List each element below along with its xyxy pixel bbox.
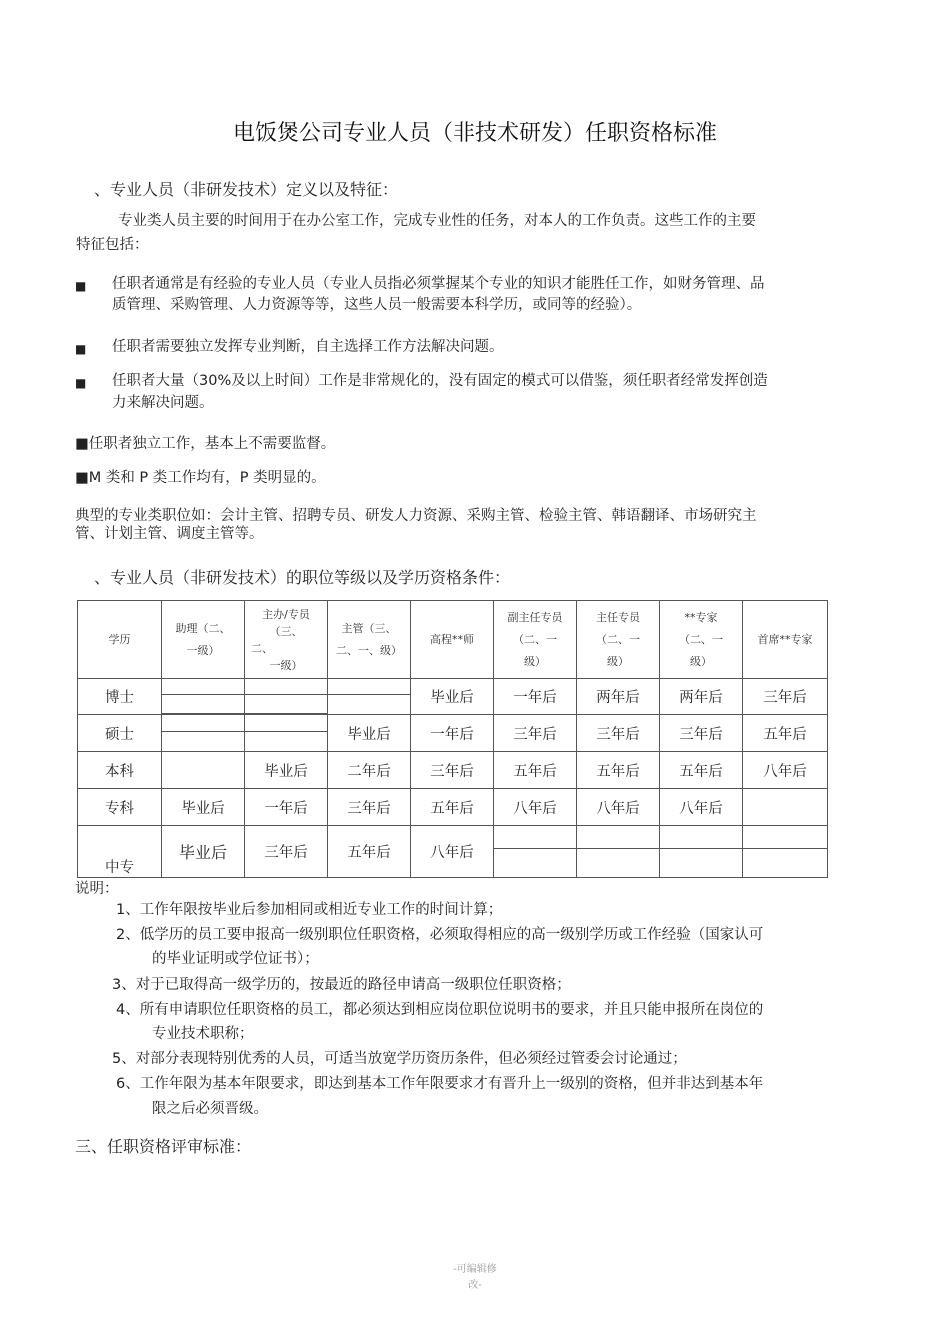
table-cell: 毕业后 xyxy=(411,679,494,715)
table-cell: 八年后 xyxy=(743,752,828,789)
table-inner-divider xyxy=(161,694,411,695)
inline-bullet-2: ■M 类和 P 类工作均有，P 类明显的。 xyxy=(75,470,326,486)
table-cell: 五年后 xyxy=(328,826,411,878)
note-1: 1、工作年限按毕业后参加相同或相近专业工作的时间计算； xyxy=(116,902,503,918)
table-cell: 五年后 xyxy=(743,715,828,752)
table-cell: 三年后 xyxy=(245,826,328,878)
page-footer xyxy=(0,1262,950,1294)
table-cell xyxy=(660,826,743,878)
table-row xyxy=(78,826,828,878)
notes-label: 说明： xyxy=(75,881,119,897)
table-cell: 五年后 xyxy=(577,752,660,789)
typical-positions-line2: 管、计划主管、调度主管等。 xyxy=(75,526,264,542)
table-inner-divider xyxy=(493,848,827,849)
table-cell xyxy=(328,679,411,715)
section3-heading: 三、任职资格评审标准： xyxy=(75,1137,252,1156)
inline-bullet-1: ■任职者独立工作，基本上不需要监督。 xyxy=(75,436,336,452)
table-cell: 三年后 xyxy=(577,715,660,752)
bullet-3-line2: 力来解决问题。 xyxy=(112,395,214,411)
table-row xyxy=(78,715,828,752)
row-edu: 专科 xyxy=(78,789,162,826)
header-assistant: 助理（二、 一级） xyxy=(162,601,245,679)
bullet-square-icon: ■ xyxy=(75,376,87,390)
header-expert: **专家 （二、一 级） xyxy=(660,601,743,679)
table-cell: 五年后 xyxy=(411,789,494,826)
header-senior-engineer: 高程**师 xyxy=(411,601,494,679)
section1-intro-line2: 特征包括： xyxy=(76,237,149,253)
table-cell: 八年后 xyxy=(494,789,577,826)
table-row xyxy=(78,679,828,715)
table-cell: 毕业后 xyxy=(245,752,328,789)
table-cell xyxy=(162,752,245,789)
table-cell: 毕业后 xyxy=(162,826,245,878)
section1-heading: 、专业人员（非研发技术）定义以及特征： xyxy=(94,180,399,199)
note-6-line1: 6、工作年限为基本年限要求，即达到基本工作年限要求才有晋升上一级别的资格，但并非达到基本年 xyxy=(116,1076,764,1092)
table-cell: 两年后 xyxy=(660,679,743,715)
table-row xyxy=(78,752,828,789)
table-cell: 三年后 xyxy=(660,715,743,752)
header-specialist: 主办/专员 （三、 二、 一级） xyxy=(245,601,328,679)
bullet-square-icon: ■ xyxy=(75,342,87,356)
header-supervisor: 主管（三、 二、一、级） xyxy=(328,601,411,679)
bullet-1-line1: 任职者通常是有经验的专业人员（专业人员指必须掌握某个专业的知识才能胜任工作，如财务管理、品 xyxy=(112,276,765,292)
table-cell: 三年后 xyxy=(328,789,411,826)
table-cell xyxy=(162,679,245,715)
table-cell: 毕业后 xyxy=(162,789,245,826)
note-4-line1: 4、所有申请职位任职资格的员工，都必须达到相应岗位职位说明书的要求，并且只能申报所在岗位的 xyxy=(116,1002,764,1018)
table-cell: 三年后 xyxy=(494,715,577,752)
row-edu: 硕士 xyxy=(78,715,162,752)
table-cell: 八年后 xyxy=(411,826,494,878)
bullet-1-line2: 质管理、采购管理、人力资源等等，这些人员一般需要本科学历，或同等的经验）。 xyxy=(112,297,642,313)
bullet-3-line1: 任职者大量（30%及以上时间）工作是非常规化的，没有固定的模式可以借鉴，须任职者经常发挥创造 xyxy=(112,373,768,389)
section2-heading: 、专业人员（非研发技术）的职位等级以及学历资格条件： xyxy=(94,568,511,587)
typical-positions-line1: 典型的专业类职位如：会计主管、招聘专员、研发人力资源、采购主管、检验主管、韩语翻译、市场研究主 xyxy=(75,508,757,524)
table-cell xyxy=(245,715,328,752)
table-cell: 八年后 xyxy=(577,789,660,826)
table-cell xyxy=(743,826,828,878)
document-title: 电饭煲公司专业人员（非技术研发）任职资格标准 xyxy=(232,121,717,146)
table-cell: 三年后 xyxy=(411,752,494,789)
qualification-table xyxy=(77,600,828,878)
table-cell xyxy=(494,826,577,878)
table-cell: 二年后 xyxy=(328,752,411,789)
table-header-row xyxy=(78,601,828,679)
table-inner-divider xyxy=(161,731,327,732)
note-3: 3、对于已取得高一级学历的，按最近的路径申请高一级职位任职资格； xyxy=(112,977,571,993)
note-2-line2: 的毕业证明或学位证书）； xyxy=(152,951,319,967)
header-chief-specialist: 主任专员 （二、一 级） xyxy=(577,601,660,679)
table-inner-divider xyxy=(161,713,327,714)
footer-line1: -可编辑修 xyxy=(453,1264,497,1275)
table-cell: 三年后 xyxy=(743,679,828,715)
note-2-line1: 2、低学历的员工要申报高一级别职位任职资格，必须取得相应的高一级别学历或工作经验（国家认可 xyxy=(116,927,764,943)
table-cell xyxy=(743,789,828,826)
table-cell: 两年后 xyxy=(577,679,660,715)
table-cell: 八年后 xyxy=(660,789,743,826)
table-row xyxy=(78,789,828,826)
table-cell: 五年后 xyxy=(660,752,743,789)
table-cell: 毕业后 xyxy=(328,715,411,752)
bullet-2-line1: 任职者需要独立发挥专业判断，自主选择工作方法解决问题。 xyxy=(112,339,504,355)
table-cell: 一年后 xyxy=(411,715,494,752)
table-cell xyxy=(577,826,660,878)
table-cell: 五年后 xyxy=(494,752,577,789)
header-deputy-chief-specialist: 副主任专员 （二、一 级） xyxy=(494,601,577,679)
table-cell xyxy=(162,715,245,752)
header-education: 学历 xyxy=(78,601,162,679)
row-edu: 博士 xyxy=(78,679,162,715)
row-edu: 本科 xyxy=(78,752,162,789)
row-edu: 中专 xyxy=(78,826,162,878)
table-cell xyxy=(245,679,328,715)
section1-intro-line1: 专业类人员主要的时间用于在办公室工作，完成专业性的任务，对本人的工作负责。这些工作的主要 xyxy=(118,213,756,229)
table-cell: 一年后 xyxy=(245,789,328,826)
table-cell: 一年后 xyxy=(494,679,577,715)
footer-line2: 改- xyxy=(468,1280,482,1291)
note-6-line2: 限之后必须晋级。 xyxy=(152,1101,268,1117)
bullet-square-icon: ■ xyxy=(75,279,87,293)
note-4-line2: 专业技术职称； xyxy=(152,1026,254,1042)
note-5: 5、对部分表现特别优秀的人员，可适当放宽学历资历条件，但必须经过管委会讨论通过； xyxy=(112,1051,687,1067)
header-principal-expert: 首席**专家 xyxy=(743,601,828,679)
